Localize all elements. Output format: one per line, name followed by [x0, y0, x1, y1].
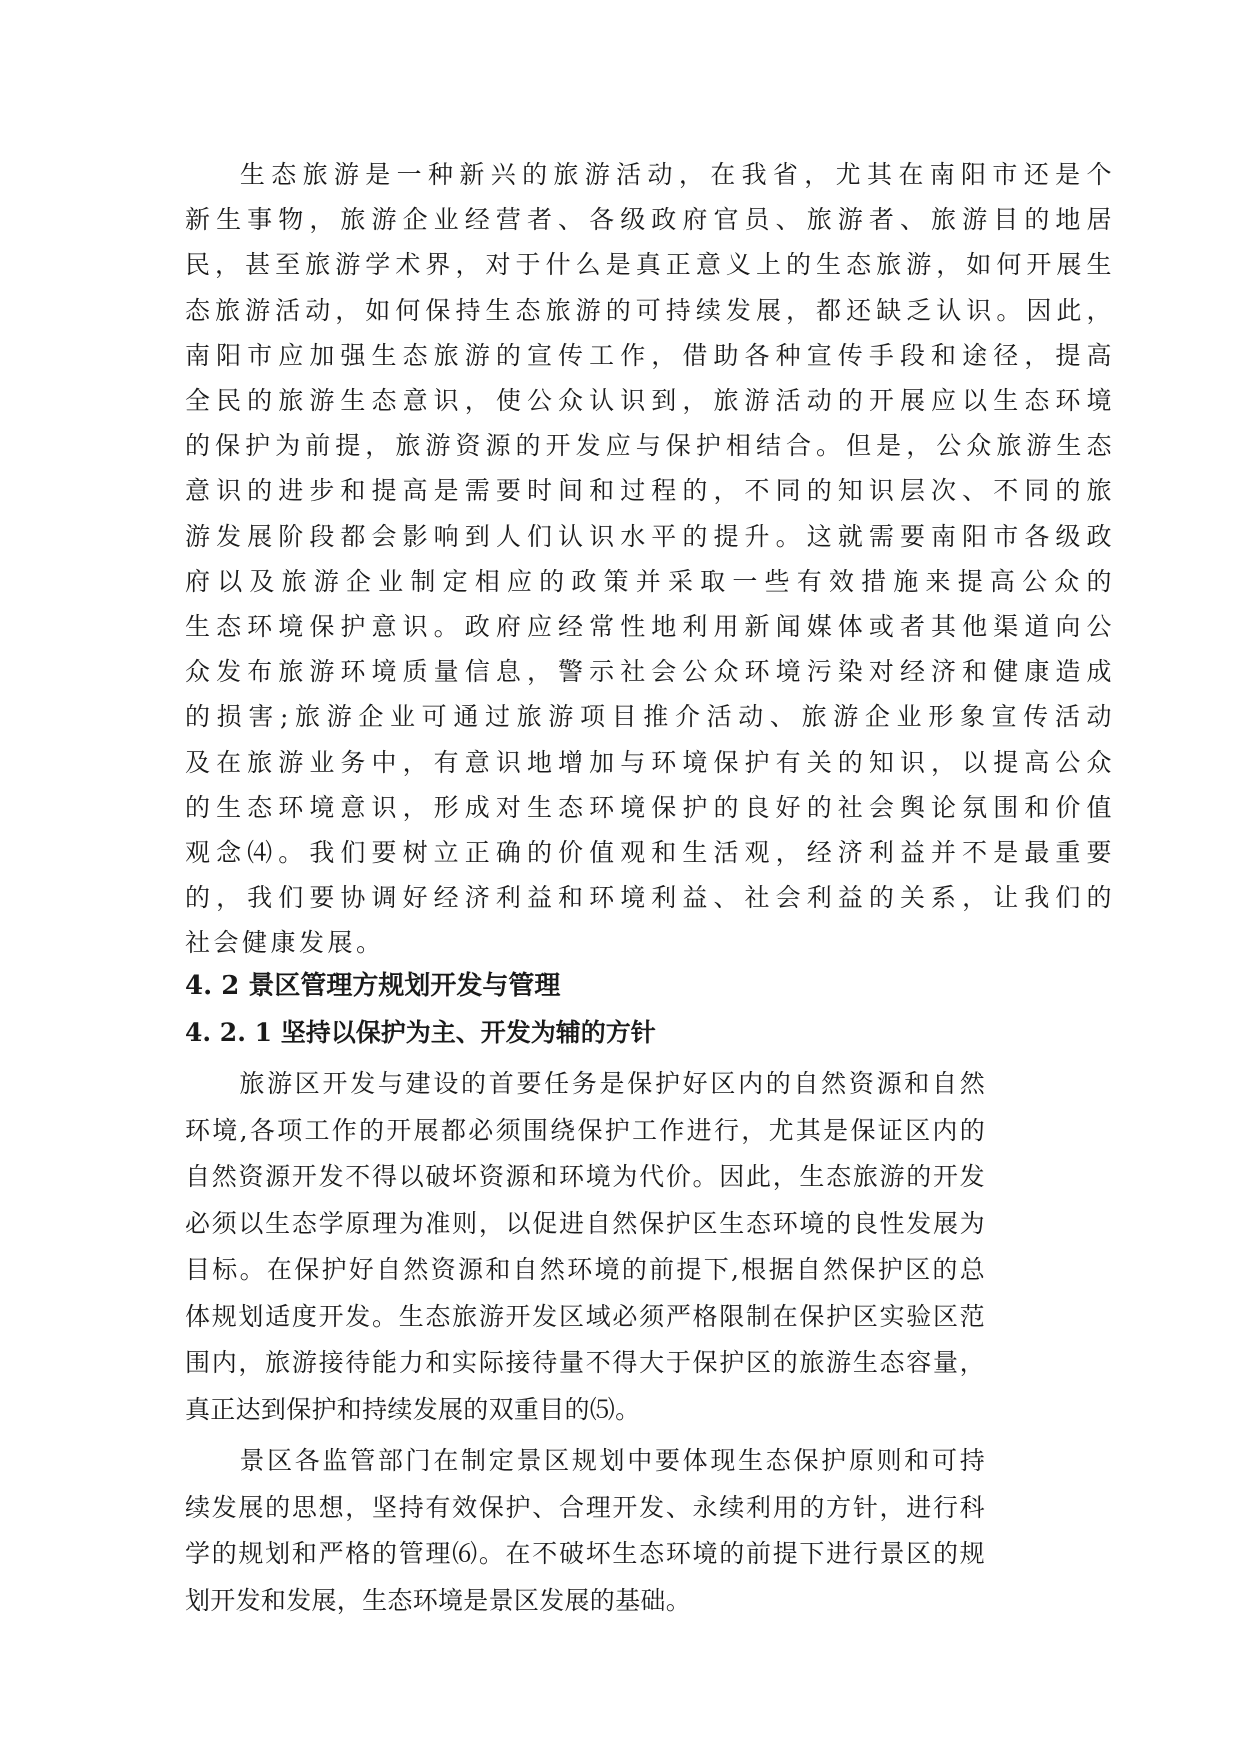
- paragraph-line: 必须以生态学原理为准则，以促进自然保护区生态环境的良性发展为: [185, 1208, 985, 1238]
- paragraph-line: 环境,各项工作的开展都必须围绕保护工作进行，尤其是保证区内的: [185, 1115, 985, 1145]
- paragraph-line: 全民的旅游生态意识，使公众认识到，旅游活动的开展应以生态环境: [185, 386, 1115, 416]
- subsection-heading: 4. 2. 1 坚持以保护为主、开发为辅的方针: [185, 1018, 656, 1047]
- paragraph-scenic-planning: [185, 1438, 985, 1624]
- paragraph-line: 续发展的思想，坚持有效保护、合理开发、永续利用的方针，进行科: [185, 1492, 985, 1522]
- paragraph-line: 生态环境保护意识。政府应经常性地利用新闻媒体或者其他渠道向公: [185, 612, 1115, 642]
- paragraph-line: 众发布旅游环境质量信息，警示社会公众环境污染对经济和健康造成: [185, 657, 1115, 687]
- paragraph-ecotourism-awareness: [185, 152, 1115, 966]
- paragraph-line: 旅游区开发与建设的首要任务是保护好区内的自然资源和自然: [237, 1069, 985, 1098]
- paragraph-line: 景区各监管部门在制定景区规划中要体现生态保护原则和可持: [237, 1446, 985, 1475]
- paragraph-line: 及在旅游业务中，有意识地增加与环境保护有关的知识，以提高公众: [185, 747, 1115, 777]
- paragraph-line: 游发展阶段都会影响到人们认识水平的提升。这就需要南阳市各级政: [185, 521, 1115, 551]
- paragraph-line: 府以及旅游企业制定相应的政策并采取一些有效措施来提高公众的: [185, 566, 1115, 596]
- paragraph-line: 围内，旅游接待能力和实际接待量不得大于保护区的旅游生态容量，: [185, 1348, 985, 1377]
- paragraph-line: 新生事物，旅游企业经营者、各级政府官员、旅游者、旅游目的地居: [185, 205, 1115, 235]
- paragraph-line: 划开发和发展，生态环境是景区发展的基础。: [185, 1585, 692, 1615]
- paragraph-line: 观念⑷。我们要树立正确的价值观和生活观，经济利益并不是最重要: [185, 838, 1115, 868]
- paragraph-line: 的损害;旅游企业可通过旅游项目推介活动、旅游企业形象宣传活动: [185, 702, 1115, 732]
- paragraph-line: 目标。在保护好自然资源和自然环境的前提下,根据自然保护区的总: [185, 1255, 985, 1284]
- paragraph-line: 意识的进步和提高是需要时间和过程的，不同的知识层次、不同的旅: [185, 476, 1115, 506]
- paragraph-line: 的，我们要协调好经济利益和环境利益、社会利益的关系，让我们的: [185, 883, 1115, 913]
- paragraph-line: 的保护为前提，旅游资源的开发应与保护相结合。但是，公众旅游生态: [185, 431, 1115, 461]
- paragraph-line: 社会健康发展。: [185, 928, 385, 958]
- paragraph-line: 生态旅游是一种新兴的旅游活动，在我省，尤其在南阳市还是个: [237, 160, 1115, 189]
- paragraph-line: 南阳市应加强生态旅游的宣传工作，借助各种宣传手段和途径，提高: [185, 340, 1115, 370]
- paragraph-line: 民，甚至旅游学术界，对于什么是真正意义上的生态旅游，如何开展生: [185, 250, 1115, 280]
- paragraph-line: 的生态环境意识，形成对生态环境保护的良好的社会舆论氛围和价值: [185, 792, 1115, 822]
- section-heading: 4. 2 景区管理方规划开发与管理: [185, 971, 561, 1001]
- paragraph-line: 态旅游活动，如何保持生态旅游的可持续发展，都还缺乏认识。因此，: [185, 295, 1115, 325]
- paragraph-line: 真正达到保护和持续发展的双重目的⑸。: [185, 1394, 641, 1424]
- paragraph-protection-first: [185, 1061, 985, 1433]
- paragraph-line: 体规划适度开发。生态旅游开发区域必须严格限制在保护区实验区范: [185, 1301, 985, 1331]
- paragraph-line: 自然资源开发不得以破坏资源和环境为代价。因此，生态旅游的开发: [185, 1162, 985, 1191]
- paragraph-line: 学的规划和严格的管理⑹。在不破坏生态环境的前提下进行景区的规: [185, 1539, 985, 1568]
